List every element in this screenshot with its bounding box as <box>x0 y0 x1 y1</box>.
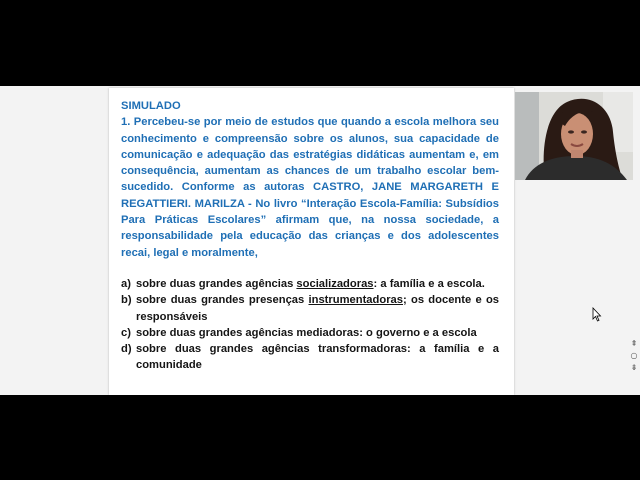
option-text: sobre duas grandes agências transformadoras: a família e a comunidade <box>136 343 499 372</box>
option-c <box>121 325 499 341</box>
option-d <box>121 341 499 374</box>
webcam-overlay <box>515 92 633 180</box>
document-page[interactable] <box>109 88 514 395</box>
option-letter: c) <box>121 326 131 339</box>
option-letter: a) <box>121 278 131 290</box>
option-b <box>121 292 499 325</box>
document-heading: SIMULADO <box>121 100 181 112</box>
option-text: sobre duas grandes agências mediadoras: o governo e a escola <box>136 326 477 339</box>
option-letter: b) <box>121 294 132 307</box>
underlined-term: instrumentadoras <box>308 294 403 307</box>
browse-controls <box>628 338 640 374</box>
mouse-cursor-icon <box>592 307 602 323</box>
option-text: sobre duas grandes presenças instrumentadoras; os docente e os responsáveis <box>136 294 499 323</box>
presenter-video-icon <box>515 92 633 180</box>
option-letter: d) <box>121 343 132 356</box>
option-a <box>121 276 499 292</box>
underlined-term: socializadoras <box>296 278 374 290</box>
double-chevron-up-icon[interactable]: ⇞ <box>630 339 638 348</box>
screen-share-area <box>0 86 640 395</box>
answer-options <box>121 276 499 374</box>
question-block <box>121 98 499 261</box>
select-browse-object-icon[interactable]: ○ <box>630 351 638 360</box>
double-chevron-down-icon[interactable]: ⇟ <box>630 363 638 372</box>
question-text: 1. Percebeu-se por meio de estudos que quando a escola melhora seu conhecimento e compreensão sobre os alunos, sua capacidade de comunicação e adequação das estratégias didáticas aumentam e, em consequência, aumentam as chances de um trabalho escolar bem-sucedido. Conforme as autoras CASTRO, JANE MARGARETH E REGATTIERI. MARILZA - No livro “Interação Escola-Família: Subsídios Para Práticas Escolares” afirmam que, na nossa sociedade, a responsabilidade pela educação das crianças e dos adolescentes recai, legal e moralmente, <box>121 116 499 259</box>
option-text: sobre duas grandes agências socializadoras: a família e a escola. <box>136 278 485 290</box>
